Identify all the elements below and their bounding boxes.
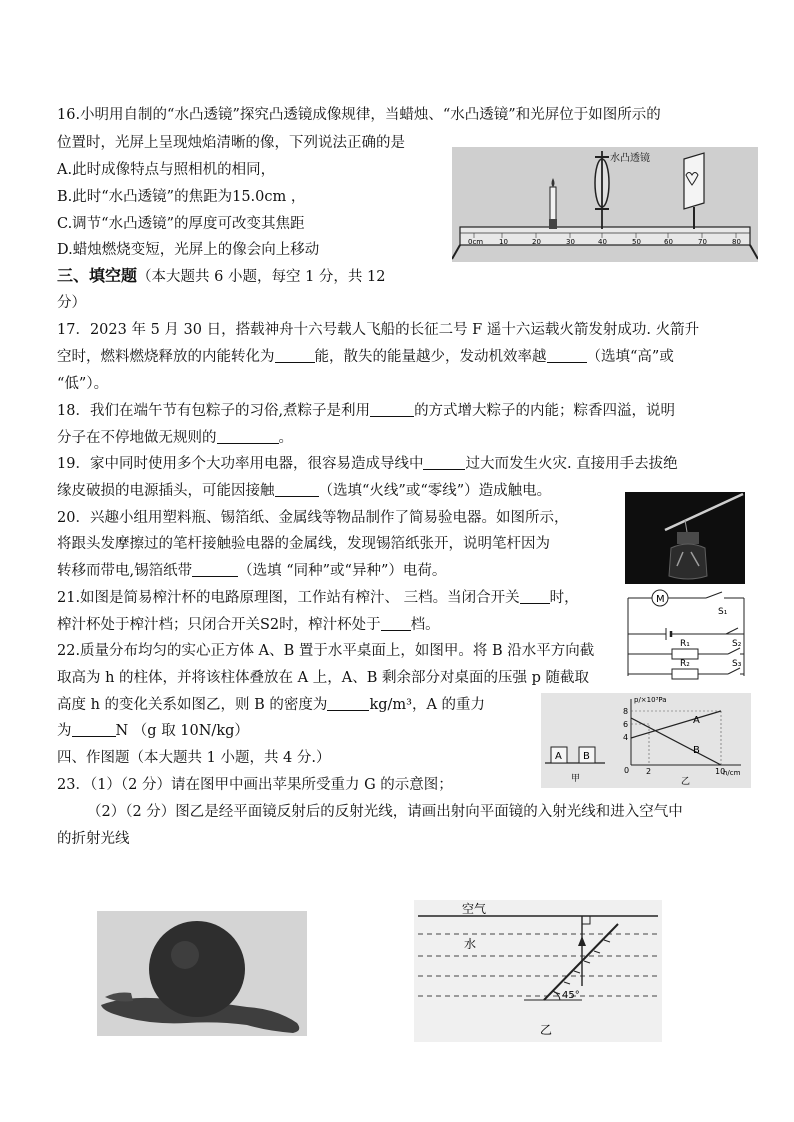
- apple: [149, 921, 245, 1017]
- answer-blank: [327, 696, 369, 711]
- switch-s3-label: S₃: [732, 659, 742, 669]
- q16-option-c: C.调节“水凸透镜”的厚度可改变其焦距: [57, 216, 305, 232]
- ruler-tick-label: 80: [732, 238, 741, 246]
- line-a-label: A: [693, 715, 700, 726]
- q20-line1: 20．兴趣小组用塑料瓶、锡箔纸、金属线等物品制作了简易验电器。如图所示，: [57, 510, 569, 526]
- q22-line1: 22.质量分布均匀的实心正方体 A、B 置于水平桌面上，如图甲。将 B 沿水平方向截: [57, 643, 595, 659]
- answer-blank: [370, 402, 414, 417]
- section4-heading: 四、作图题（本大题共 1 小题，共 4 分.）: [57, 750, 331, 766]
- water-label: 水: [464, 937, 477, 951]
- ruler-tick-label: 0cm: [468, 238, 484, 246]
- answer-blank: [275, 482, 319, 497]
- ruler-tick-label: 60: [664, 238, 673, 246]
- graph-x-tick: 2: [646, 767, 652, 776]
- graph-x-axis-label: h/cm: [723, 769, 741, 777]
- q16-option-d: D.蜡烛燃烧变短，光屏上的像会向上移动: [57, 242, 320, 258]
- q16-stem-line1: 16.小明用自制的“水凸透镜”探究凸透镜成像规律，当蜡烛、“水凸透镜”和光屏位于如图所示的: [57, 107, 661, 123]
- q16-option-a: A.此时成像特点与照相机的相同，: [57, 162, 276, 178]
- answer-blank: [547, 348, 587, 363]
- q20-line2: 将跟头发摩擦过的笔杆接触验电器的金属线，发现锡箔纸张开，说明笔杆因为: [57, 536, 550, 552]
- graph-x-tick: 10: [715, 767, 726, 776]
- line-b-label: B: [693, 745, 700, 756]
- motor-label: M: [656, 594, 665, 605]
- resistor-r2-label: R₂: [680, 659, 690, 669]
- q19-line2: 缘皮破损的电源插头，可能因接触 （选填“火线”或“零线”）造成触电。: [57, 483, 552, 499]
- electroscope-photo: [625, 492, 745, 584]
- q19-line1: 19．家中同时使用多个大功率用电器，很容易造成导线中 过大而发生火灾. 直接用手去拔绝: [57, 456, 678, 472]
- angle-label: 45°: [562, 990, 580, 1001]
- q17-line1: 17．2023 年 5 月 30 日，搭载神舟十六号载人飞船的长征二号 F 遥十六运载火箭发射成功. 火箭升: [57, 322, 700, 338]
- answer-blank: [217, 429, 279, 444]
- graph-y-axis-label: p/×10³Pa: [634, 696, 667, 704]
- candle: [550, 187, 556, 221]
- figure-yi-label: 乙: [681, 777, 691, 787]
- q22-line3: 高度 h 的变化关系如图乙，则 B 的密度为 kg/m³，A 的重力: [57, 697, 486, 713]
- answer-blank: [72, 722, 116, 737]
- section3-heading-cont: 分）: [57, 295, 86, 311]
- ruler-tick-label: 50: [632, 238, 641, 246]
- graph-origin-label: 0: [624, 766, 630, 775]
- answer-blank: [520, 589, 550, 604]
- ruler-tick-label: 40: [598, 238, 607, 246]
- light-screen: [684, 153, 704, 209]
- q17-line3: “低”）。: [57, 376, 109, 392]
- ruler-tick-label: 10: [499, 238, 508, 246]
- block-b-label: B: [583, 751, 590, 762]
- figure-jia-label: 甲: [571, 774, 581, 784]
- figure-yi-label: 乙: [540, 1023, 553, 1037]
- q22-line4: 为 N （g 取 10N/kg）: [57, 723, 249, 739]
- q23-line2: （2）（2 分）图乙是经平面镜反射后的反射光线，请画出射向平面镜的入射光线和进入空气中: [87, 804, 683, 820]
- switch-s2-label: S₂: [732, 639, 742, 649]
- optical-bench-figure: [452, 147, 758, 262]
- q17-line2: 空时，燃料燃烧释放的内能转化为 能，散失的能量越少，发动机效率越 （选填“高”或: [57, 349, 674, 365]
- q18-line2: 分子在不停地做无规则的 。: [57, 430, 293, 446]
- juicer-circuit-diagram: [622, 588, 750, 684]
- answer-blank: [381, 616, 411, 631]
- answer-blank: [192, 562, 238, 577]
- q16-option-b: B.此时“水凸透镜”的焦距为15.0cm ，: [57, 189, 306, 205]
- ruler-tick-label: 30: [566, 238, 575, 246]
- ruler-tick-label: 20: [532, 238, 541, 246]
- pressure-graph-figure: [541, 693, 751, 788]
- answer-blank: [275, 348, 315, 363]
- section3-heading: 三、填空题（本大题共 6 小题，每空 1 分，共 12: [57, 266, 386, 285]
- q21-line2: 榨汁杯处于榨汁档；只闭合开关S2时，榨汁杯处于 档。: [57, 617, 440, 633]
- air-label: 空气: [462, 902, 487, 916]
- lens-label: 水凸透镜: [610, 153, 650, 164]
- q23-line3: 的折射光线: [57, 831, 130, 847]
- q16-stem-line2: 位置时，光屏上呈现烛焰清晰的像，下列说法正确的是: [57, 135, 405, 151]
- q18-line1: 18．我们在端午节有包粽子的习俗,煮粽子是利用 的方式增大粽子的内能；粽香四溢，说明: [57, 403, 676, 419]
- block-a-label: A: [555, 751, 562, 762]
- answer-blank: [423, 455, 465, 470]
- mirror-in-water-figure: [414, 900, 662, 1042]
- graph-y-tick: 6: [623, 720, 629, 729]
- q22-line2: 取高为 h 的柱体，并将该柱体叠放在 A 上，A、B 剩余部分对桌面的压强 p 随截取: [57, 670, 589, 686]
- graph-y-tick: 8: [623, 707, 629, 716]
- switch-s1-label: S₁: [718, 607, 728, 617]
- q23-line1: 23．（1）（2 分）请在图甲中画出苹果所受重力 G 的示意图；: [57, 777, 453, 793]
- apple-on-hand-figure: [97, 911, 307, 1036]
- q21-line1: 21.如图是简易榨汁杯的电路原理图，工作站有榨汁、 三档。当闭合开关 时，: [57, 590, 579, 606]
- ruler-tick-label: 70: [698, 238, 707, 246]
- resistor-r1-label: R₁: [680, 639, 690, 649]
- graph-y-tick: 4: [623, 733, 629, 742]
- q20-line3: 转移而带电,锡箔纸带 （选填 “同种”或“异种”）电荷。: [57, 563, 447, 579]
